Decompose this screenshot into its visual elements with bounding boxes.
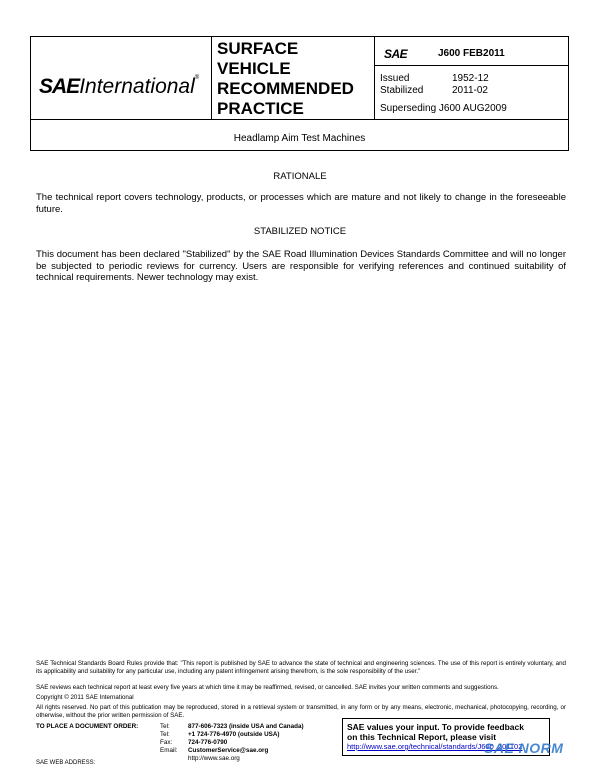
report-type: SURFACE VEHICLE RECOMMENDED PRACTICE — [217, 39, 354, 118]
document-number: J600 FEB2011 — [438, 48, 505, 59]
rationale-text: The technical report covers technology, products, or processes which are mature and not likely to change in the foreseeable future. — [36, 192, 566, 215]
issued-value: 1952-12 — [452, 73, 489, 84]
superseding-text: Superseding J600 AUG2009 — [380, 103, 507, 114]
header-box — [30, 36, 569, 151]
sae-small-logo: SAE — [384, 47, 408, 61]
watermark-logo: SAE NORM — [484, 740, 564, 756]
order-label: TO PLACE A DOCUMENT ORDER: — [36, 723, 139, 730]
feedback-box: SAE values your input. To provide feedback on this Technical Report, please visit http://www.sae.org/technical/standards/J600_201102 — [342, 718, 550, 756]
stabilized-notice-text: This document has been declared "Stabilized" by the SAE Road Illumination Devices Standards Committee and will no longer be subjected to periodic reviews for currency. Users are responsible for verifying references and continued suitability of technical requirements. Newer technology may exist. — [36, 249, 566, 283]
web-address-label: SAE WEB ADDRESS: — [36, 760, 96, 766]
sae-international-logo: SAEInternational® — [39, 75, 200, 98]
stabilized-value: 2011-02 — [452, 85, 488, 96]
rationale-heading: RATIONALE — [273, 171, 327, 182]
web-link[interactable]: http://www.sae.org — [188, 755, 240, 762]
date-block — [376, 73, 562, 97]
issued-label: Issued — [380, 73, 410, 84]
footer-rules: SAE Technical Standards Board Rules provide that: "This report is published by SAE to advance the state of technical and engineering sciences. The use of this report is entirely voluntary, and its applicability and suitability for any particular use, including any patent infringement arising therefrom, is the sole responsibility of the user." — [36, 660, 566, 675]
contact-labels: Tel: Tel: Fax: Email: — [160, 723, 178, 754]
contact-values: 877-606-7323 (inside USA and Canada) +1 724-776-4970 (outside USA) 724-776-0790 CustomerService@sae.org http://www.sae.org — [188, 723, 304, 762]
footer-rights: All rights reserved. No part of this publication may be reproduced, stored in a retrieval system or transmitted, in any form or by any means, electronic, mechanical, photocopying, recording, or otherwise, without the prior written permission of SAE. — [36, 704, 566, 719]
stabilized-notice-heading: STABILIZED NOTICE — [253, 226, 347, 237]
stabilized-label: Stabilized — [380, 85, 424, 96]
document-title: Headlamp Aim Test Machines — [233, 133, 366, 144]
footer-copyright: Copyright © 2011 SAE International — [36, 694, 134, 701]
feedback-link[interactable]: http://www.sae.org/technical/standards/J600_201102 — [347, 742, 523, 751]
footer-review: SAE reviews each technical report at least every five years at which time it may be reaffirmed, revised, or cancelled. SAE invites your written comments and suggestions. — [36, 684, 499, 691]
